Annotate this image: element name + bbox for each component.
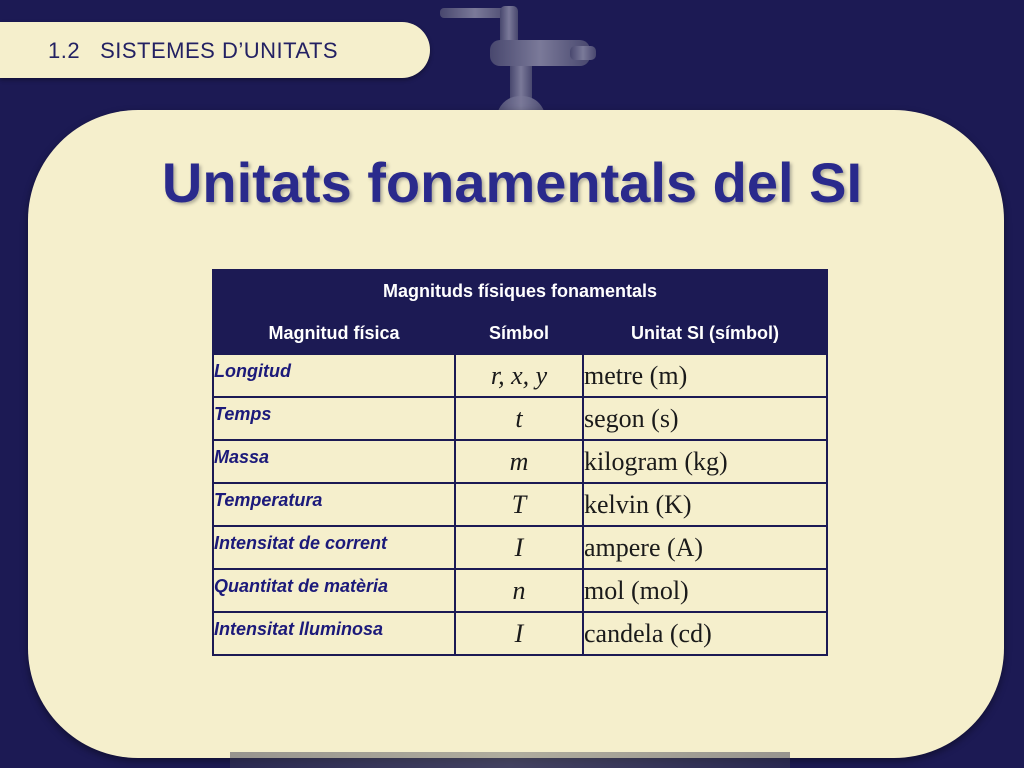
table-row	[213, 440, 827, 483]
magnitude-cell	[213, 354, 455, 397]
section-title: SISTEMES D’UNITATS	[100, 38, 339, 63]
unit-cell: segon (s)	[583, 397, 827, 440]
column-header-unit: Unitat SI (símbol)	[583, 312, 827, 354]
magnitude-name: Temperatura	[214, 490, 323, 510]
symbol-cell: r, x, y	[455, 354, 583, 397]
magnitude-cell	[213, 526, 455, 569]
magnitude-name: Longitud	[214, 361, 291, 381]
unit-cell: ampere (A)	[583, 526, 827, 569]
magnitude-cell	[213, 483, 455, 526]
magnitude-cell	[213, 440, 455, 483]
unit-cell: kilogram (kg)	[583, 440, 827, 483]
symbol-cell: m	[455, 440, 583, 483]
bottom-decoration	[230, 752, 790, 768]
magnitude-cell	[213, 569, 455, 612]
magnitude-name: Intensitat lluminosa	[214, 619, 384, 639]
magnitude-cell	[213, 612, 455, 655]
magnitude-name: Temps	[214, 404, 272, 424]
magnitude-name: Quantitat de matèria	[214, 576, 389, 596]
table-row	[213, 483, 827, 526]
column-header-magnitude: Magnitud física	[213, 312, 455, 354]
symbol-cell: T	[455, 483, 583, 526]
unit-cell: mol (mol)	[583, 569, 827, 612]
page-title: Unitats fonamentals del SI	[161, 151, 863, 214]
magnitude-name: Intensitat de corrent	[214, 533, 388, 553]
symbol-cell: I	[455, 612, 583, 655]
table-row	[213, 612, 827, 655]
table-row	[213, 526, 827, 569]
magnitude-cell	[213, 397, 455, 440]
section-number: 1.2	[48, 38, 81, 63]
symbol-cell: n	[455, 569, 583, 612]
table-row	[213, 354, 827, 397]
column-header-symbol: Símbol	[455, 312, 583, 354]
unit-cell: kelvin (K)	[583, 483, 827, 526]
symbol-cell: t	[455, 397, 583, 440]
si-units-table	[212, 269, 828, 656]
symbol-cell: I	[455, 526, 583, 569]
unit-cell: metre (m)	[583, 354, 827, 397]
table-row	[213, 569, 827, 612]
magnitude-name: Massa	[214, 447, 270, 467]
section-header	[48, 38, 338, 64]
table-row	[213, 397, 827, 440]
table-caption: Magnituds físiques fonamentals	[213, 270, 827, 312]
unit-cell: candela (cd)	[583, 612, 827, 655]
